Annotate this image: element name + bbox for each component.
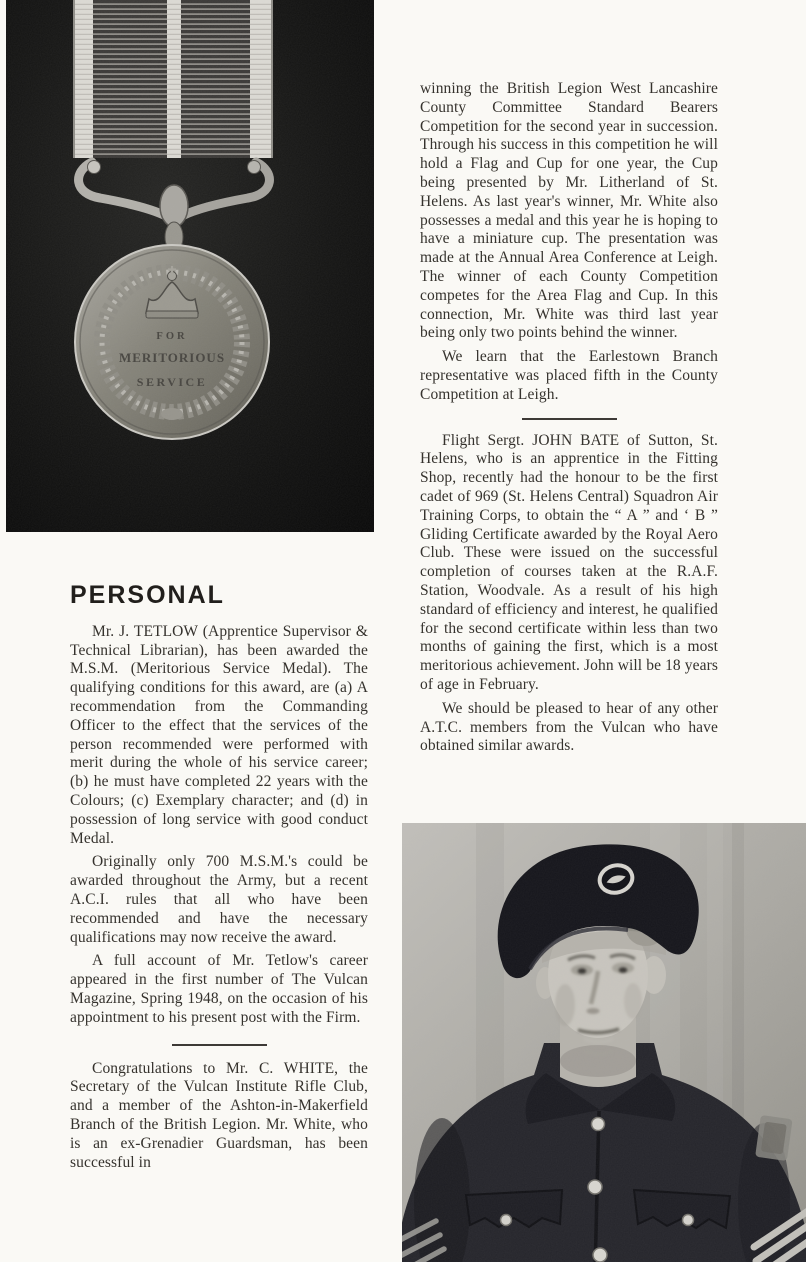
- para-earlestown-branch: We learn that the Earlestown Branch representative was placed fifth in the County Competition at Leigh.: [420, 348, 718, 403]
- cadet-portrait-photograph: [402, 823, 806, 1262]
- para-msm-availability: Originally only 700 M.S.M.'s could be awarded throughout the Army, but a recent A.C.I. rules that all who have been recommended and have the necessary qualifications may now receive the award.: [70, 853, 368, 946]
- photo-grain-overlay: [402, 823, 806, 1262]
- right-column: [420, 80, 718, 761]
- para-white-congratulations: Congratulations to Mr. C. WHITE, the Secretary of the Vulcan Institute Rifle Club, and a member of the Ashton-in-Makerfield Branch of the British Legion. Mr. White, who is an ex-Grenadier Guardsman, has been successful in: [70, 1059, 368, 1171]
- para-tetlow-career: A full account of Mr. Tetlow's career appeared in the first number of The Vulcan Magazine, Spring 1948, on the occasion of his appointment to his present post with the Firm.: [70, 952, 368, 1026]
- para-white-competition: winning the British Legion West Lancashire County Committee Standard Bearers Competition for the second year in succession. Through his success in this competition he will hold a Flag and Cup for one year, the Cup being presented by Mr. Litherland of St. Helens. As last year's winner, Mr. White also possesses a medal and this year he is hoping to have a miniature cup. The presentation was made at the Annual Area Conference at Leigh. The winner of each County Competition competes for the Area Flag and Cup. In this connection, Mr. White was third last year being only two points behind the winner.: [420, 80, 718, 342]
- para-tetlow-msm: Mr. J. TETLOW (Apprentice Supervisor & Technical Librarian), has been awarded the M.S.M. (Meritorious Service Medal). The qualifying conditions for this award, are (a) A recommendation from the Commanding Officer to the effect that the services of the person recommended were performed with merit during the whole of his service career; (b) he must have completed 22 years with the Colours; (c) Exemplary character; and (d) in possession of long service with good conduct Medal.: [70, 622, 368, 847]
- column-separator: [522, 418, 617, 420]
- personal-heading: PERSONAL: [70, 581, 225, 609]
- medal-photograph: [6, 0, 374, 532]
- para-atc-appeal: We should be pleased to hear of any other A.T.C. members from the Vulcan who have obtained similar awards.: [420, 699, 718, 755]
- left-column: [70, 581, 368, 1177]
- portrait-photo-canvas: [402, 823, 806, 1262]
- photo-grain-overlay: [6, 0, 374, 532]
- column-separator: [172, 1044, 267, 1046]
- para-john-bate: Flight Sergt. JOHN BATE of Sutton, St. Helens, who is an apprentice in the Fitting Shop, recently had the honour to be the first cadet of 969 (St. Helens Central) Squadron Air Training Corps, to obtain the “ A ” and ‘ B ” Gliding Certificate awarded by the Royal Aero Club. These were issued on the successful completion of courses taken at the R.A.F. Station, Woodvale. As a result of his high standard of efficiency and interest, he qualified for the second certificate within less than two months of gaining the first, which is a most meritorious achievement. John will be 18 years of age in February.: [420, 431, 718, 693]
- medal-photo-canvas: [6, 0, 374, 532]
